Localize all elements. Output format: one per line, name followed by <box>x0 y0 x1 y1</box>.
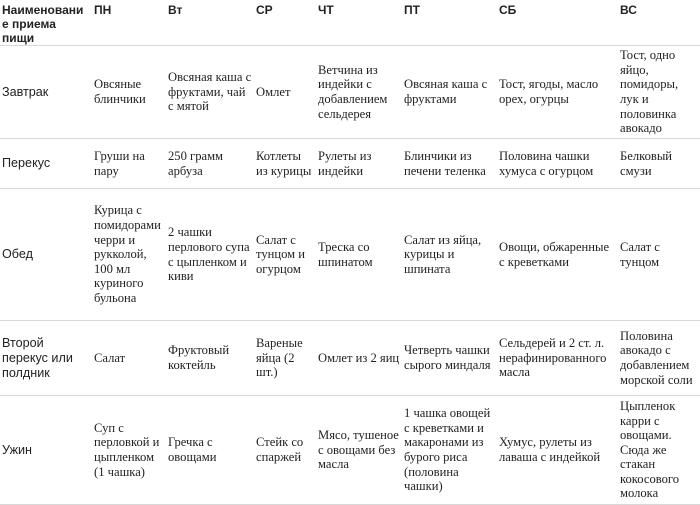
table-cell: Салат из яйца, курицы и шпината <box>402 189 497 321</box>
table-cell: Фруктовый коктейль <box>166 321 254 396</box>
table-cell: Половина авокадо с добавлением морской соли <box>618 321 700 396</box>
table-header-row <box>0 0 700 46</box>
table-cell: Салат с тунцом <box>618 189 700 321</box>
table-row-breakfast <box>0 46 700 139</box>
table-cell: Омлет из 2 яиц <box>316 321 402 396</box>
table-cell: Тост, ягоды, масло орех, огурцы <box>497 46 618 139</box>
table-cell: Мясо, тушеное с овощами без масла <box>316 396 402 505</box>
table-cell: Блинчики из печени теленка <box>402 139 497 189</box>
table-cell: Хумус, рулеты из лаваша с индейкой <box>497 396 618 505</box>
table-row-afternoon-snack <box>0 321 700 396</box>
table-cell: 2 чашки перлового супа с цыпленком и киви <box>166 189 254 321</box>
meal-name: Ужин <box>0 396 92 505</box>
table-cell: Салат <box>92 321 166 396</box>
table-cell: Рулеты из индейки <box>316 139 402 189</box>
table-row-snack <box>0 139 700 189</box>
table-cell: Треска со шпинатом <box>316 189 402 321</box>
table-cell: Овсяные блинчики <box>92 46 166 139</box>
table-cell: Суп с перловкой и цыпленком (1 чашка) <box>92 396 166 505</box>
table-cell: Стейк со спаржей <box>254 396 316 505</box>
table-cell: Белковый смузи <box>618 139 700 189</box>
table-cell: 1 чашка овощей с креветками и макаронами из бурого риса (половина чашки) <box>402 396 497 505</box>
table-cell: Омлет <box>254 46 316 139</box>
table-cell: Овсяная каша с фруктами, чай с мятой <box>166 46 254 139</box>
table-cell: Тост, одно яйцо, помидоры, лук и половинка авокадо <box>618 46 700 139</box>
meal-name: Перекус <box>0 139 92 189</box>
table-cell: Овощи, обжаренные с креветками <box>497 189 618 321</box>
table-cell: Салат с тунцом и огурцом <box>254 189 316 321</box>
header-day-sun: ВС <box>618 0 700 46</box>
table-cell: Овсяная каша с фруктами <box>402 46 497 139</box>
header-day-sat: СБ <box>497 0 618 46</box>
table-cell: Котлеты из курицы <box>254 139 316 189</box>
header-day-thu: ЧТ <box>316 0 402 46</box>
table-cell: Четверть чашки сырого миндаля <box>402 321 497 396</box>
table-cell: Ветчина из индейки с добавлением сельдерея <box>316 46 402 139</box>
table-cell: Цыпленок карри с овощами. Сюда же стакан кокосового молока <box>618 396 700 505</box>
table-row-lunch <box>0 189 700 321</box>
header-meal: Наименование приема пищи <box>0 0 92 46</box>
table-cell: Гречка с овощами <box>166 396 254 505</box>
table-cell: Курица с помидорами черри и рукколой, 100 мл куриного бульона <box>92 189 166 321</box>
table-cell: Груши на пару <box>92 139 166 189</box>
header-day-mon: ПН <box>92 0 166 46</box>
table-cell: 250 грамм арбуза <box>166 139 254 189</box>
meal-name: Второй перекус или полдник <box>0 321 92 396</box>
meal-name: Завтрак <box>0 46 92 139</box>
header-day-tue: Вт <box>166 0 254 46</box>
table-row-dinner <box>0 396 700 505</box>
header-day-wed: СР <box>254 0 316 46</box>
table-cell: Вареные яйца (2 шт.) <box>254 321 316 396</box>
table-cell: Сельдерей и 2 ст. л. нерафинированного масла <box>497 321 618 396</box>
meal-name: Обед <box>0 189 92 321</box>
table-cell: Половина чашки хумуса с огурцом <box>497 139 618 189</box>
header-day-fri: ПТ <box>402 0 497 46</box>
